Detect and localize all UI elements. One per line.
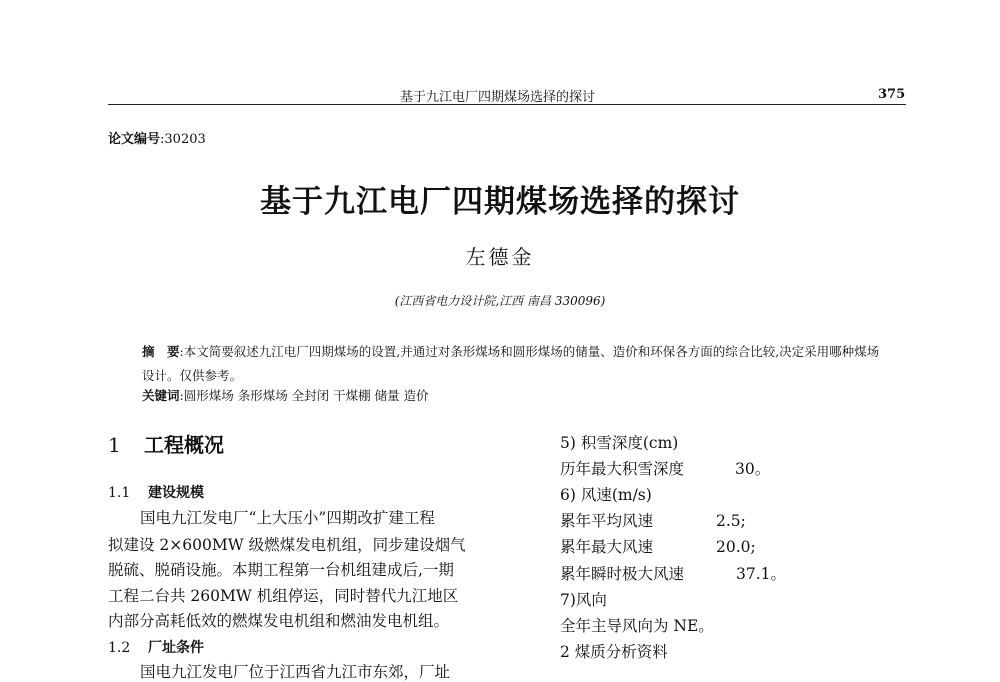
right-item-value: 20.0; xyxy=(716,538,756,556)
affiliation: (江西省电力设计院,江西 南昌 330096) xyxy=(394,294,606,308)
right-item xyxy=(560,640,668,662)
subsection-number: 1.2 xyxy=(108,640,131,656)
body-line: 内部分高耗低效的燃煤发电机组和燃油发电机组。 xyxy=(108,612,450,630)
abstract-text: :本文简要叙述九江电厂四期煤场的设置,并通过对条形煤场和圆形煤场的储量、造价和环保各方面的综合比较,决定采用哪种煤场设计。仅供参考。 xyxy=(142,344,880,383)
subsection-number: 1.1 xyxy=(108,485,131,501)
right-item-label: 累年瞬时极大风速 xyxy=(560,565,685,583)
page-number: 375 xyxy=(878,87,906,102)
abstract-label: 摘 要 xyxy=(142,344,180,359)
right-item xyxy=(560,535,756,557)
section-number: 1 xyxy=(108,433,121,457)
keywords-text: :圆形煤场 条形煤场 全封闭 干煤棚 储量 造价 xyxy=(179,388,429,403)
subsection-title: 建设规模 xyxy=(148,485,204,501)
paper-title: 基于九江电厂四期煤场选择的探讨 xyxy=(260,184,740,220)
body-line-partial: 国电九江发电厂位于江西省九江市东郊，厂址 xyxy=(140,663,451,681)
right-item-label: 历年最大积雪深度 xyxy=(560,460,685,478)
body-line: 拟建设 2×600MW 级燃煤发电机组，同步建设烟气 xyxy=(108,536,466,554)
right-item-value: 2.5; xyxy=(716,512,746,530)
author: 左德金 xyxy=(465,245,535,269)
right-item xyxy=(560,562,786,584)
right-item xyxy=(560,483,652,505)
keywords-label: 关键词 xyxy=(142,388,180,403)
header-rule xyxy=(108,104,906,105)
abstract xyxy=(142,340,887,388)
paper-number xyxy=(108,128,206,147)
right-item-value: 37.1。 xyxy=(736,565,787,583)
section-title: 工程概况 xyxy=(144,433,224,457)
right-item xyxy=(560,457,770,479)
subsection-title: 厂址条件 xyxy=(148,640,204,656)
right-item xyxy=(560,588,607,610)
right-item xyxy=(560,431,678,453)
right-item-label: 5) 积雪深度(cm) xyxy=(560,434,679,452)
keywords xyxy=(142,386,429,404)
right-item-label: 累年最大风速 xyxy=(560,538,654,556)
paper-number-value: :30203 xyxy=(160,132,206,147)
right-item-label: 6) 风速(m/s) xyxy=(560,486,652,504)
section-heading-1 xyxy=(108,429,224,458)
body-line: 国电九江发电厂“上大压小”四期改扩建工程 xyxy=(140,509,435,527)
right-item xyxy=(560,509,746,531)
running-head: 基于九江电厂四期煤场选择的探讨 xyxy=(400,90,596,105)
subsection-heading-1-2 xyxy=(108,637,204,657)
right-item-label: 7)风向 xyxy=(560,591,607,609)
body-line: 脱硫、脱硝设施。本期工程第一台机组建成后,一期 xyxy=(108,561,454,579)
paper-number-label: 论文编号 xyxy=(108,132,161,147)
right-item-label: 全年主导风向为 NE。 xyxy=(560,617,714,635)
right-item xyxy=(560,614,714,636)
body-line: 工程二台共 260MW 机组停运，同时替代九江地区 xyxy=(108,587,459,605)
right-item-label: 累年平均风速 xyxy=(560,512,654,530)
right-item-label: 2 煤质分析资料 xyxy=(560,643,668,661)
subsection-heading-1-1 xyxy=(108,482,204,502)
right-item-value: 30。 xyxy=(735,460,771,478)
